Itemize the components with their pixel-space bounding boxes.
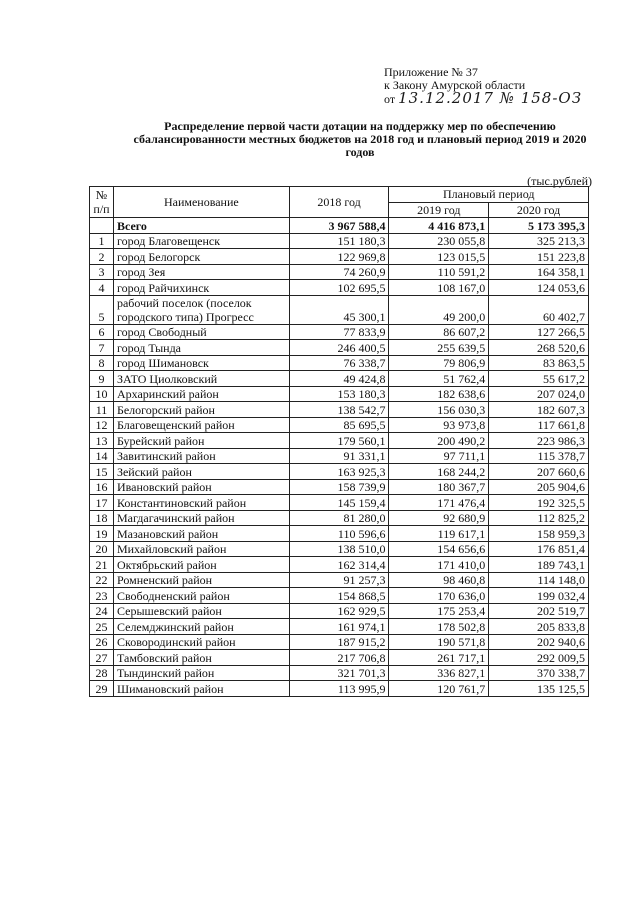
row-name: Бурейский район <box>113 433 289 449</box>
row-name: город Зея <box>113 264 289 280</box>
row-2019: 168 244,2 <box>389 464 489 480</box>
appendix-line-1: Приложение № 37 <box>384 65 478 79</box>
row-2018: 74 260,9 <box>289 264 389 280</box>
row-2020: 158 959,3 <box>489 526 589 542</box>
row-2019: 123 015,5 <box>389 249 489 265</box>
total-num <box>90 218 114 234</box>
table-row <box>90 619 589 635</box>
appendix-date-prefix: от <box>384 92 396 106</box>
row-2019: 108 167,0 <box>389 280 489 296</box>
row-2018: 246 400,5 <box>289 340 389 356</box>
row-2020: 164 358,1 <box>489 264 589 280</box>
row-2020: 60 402,7 <box>489 295 589 324</box>
row-number: 26 <box>90 634 114 650</box>
table-row <box>90 402 589 418</box>
table-row <box>90 355 589 371</box>
header-2018: 2018 год <box>289 187 389 218</box>
appendix-line-3 <box>384 89 583 107</box>
row-2018: 76 338,7 <box>289 355 389 371</box>
row-2018: 161 974,1 <box>289 619 389 635</box>
table-row <box>90 510 589 526</box>
row-number: 19 <box>90 526 114 542</box>
row-number: 12 <box>90 417 114 433</box>
row-2020: 207 024,0 <box>489 386 589 402</box>
header-2020: 2020 год <box>489 202 589 218</box>
row-2020: 176 851,4 <box>489 541 589 557</box>
handwritten-date-number: 13.12.2017 № 158-ОЗ <box>398 89 583 107</box>
row-2018: 145 159,4 <box>289 495 389 511</box>
row-name <box>113 295 289 324</box>
row-2019: 170 636,0 <box>389 588 489 604</box>
row-number: 9 <box>90 371 114 387</box>
table-row <box>90 371 589 387</box>
row-name: Благовещенский район <box>113 417 289 433</box>
row-name: Завитинский район <box>113 448 289 464</box>
row-2019: 156 030,3 <box>389 402 489 418</box>
row-name: Ромненский район <box>113 572 289 588</box>
row-name: город Райчихинск <box>113 280 289 296</box>
row-2020: 199 032,4 <box>489 588 589 604</box>
row-number: 24 <box>90 603 114 619</box>
header-plan-period: Плановый период <box>389 187 589 203</box>
row-2020: 117 661,8 <box>489 417 589 433</box>
row-name: Зейский район <box>113 464 289 480</box>
row-number: 13 <box>90 433 114 449</box>
table-row <box>90 433 589 449</box>
row-2019: 182 638,6 <box>389 386 489 402</box>
row-2020: 55 617,2 <box>489 371 589 387</box>
row-2020: 189 743,1 <box>489 557 589 573</box>
table-row <box>90 340 589 356</box>
row-2019: 171 476,4 <box>389 495 489 511</box>
row-number: 7 <box>90 340 114 356</box>
row-name: Серышевский район <box>113 603 289 619</box>
row-2018: 81 280,0 <box>289 510 389 526</box>
row-2018: 179 560,1 <box>289 433 389 449</box>
row-name: Тамбовский район <box>113 650 289 666</box>
row-2020: 202 940,6 <box>489 634 589 650</box>
row-number: 27 <box>90 650 114 666</box>
row-2019: 154 656,6 <box>389 541 489 557</box>
row-number: 2 <box>90 249 114 265</box>
row-number: 15 <box>90 464 114 480</box>
total-2018: 3 967 588,4 <box>289 218 389 234</box>
row-2018: 85 695,5 <box>289 417 389 433</box>
row-2020: 223 986,3 <box>489 433 589 449</box>
row-2018: 163 925,3 <box>289 464 389 480</box>
row-2019: 92 680,9 <box>389 510 489 526</box>
row-name-line-2: городского типа) Прогресс <box>116 309 254 324</box>
row-2020: 370 338,7 <box>489 665 589 681</box>
row-2020: 182 607,3 <box>489 402 589 418</box>
row-2020: 112 825,2 <box>489 510 589 526</box>
row-2018: 154 868,5 <box>289 588 389 604</box>
row-2019: 230 055,8 <box>389 233 489 249</box>
row-2019: 180 367,7 <box>389 479 489 495</box>
row-name: Архаринский район <box>113 386 289 402</box>
row-2018: 217 706,8 <box>289 650 389 666</box>
row-number: 21 <box>90 557 114 573</box>
row-2019: 93 973,8 <box>389 417 489 433</box>
row-2018: 49 424,8 <box>289 371 389 387</box>
row-2020: 268 520,6 <box>489 340 589 356</box>
total-label: Всего <box>113 218 289 234</box>
row-2018: 113 995,9 <box>289 681 389 697</box>
table-row <box>90 324 589 340</box>
row-2019: 175 253,4 <box>389 603 489 619</box>
table-row <box>90 233 589 249</box>
row-2018: 45 300,1 <box>289 295 389 324</box>
table-row <box>90 295 589 324</box>
row-2018: 138 510,0 <box>289 541 389 557</box>
row-2018: 138 542,7 <box>289 402 389 418</box>
row-number: 10 <box>90 386 114 402</box>
appendix-block <box>384 66 582 106</box>
row-name: Мазановский район <box>113 526 289 542</box>
row-2018: 91 257,3 <box>289 572 389 588</box>
table-row <box>90 495 589 511</box>
subsidy-table <box>89 186 589 697</box>
total-row <box>90 218 589 234</box>
row-name: город Благовещенск <box>113 233 289 249</box>
table-row <box>90 448 589 464</box>
row-number: 11 <box>90 402 114 418</box>
row-2018: 187 915,2 <box>289 634 389 650</box>
row-number: 18 <box>90 510 114 526</box>
row-2019: 200 490,2 <box>389 433 489 449</box>
row-name: Сковородинский район <box>113 634 289 650</box>
row-number: 14 <box>90 448 114 464</box>
row-2019: 261 717,1 <box>389 650 489 666</box>
row-2020: 202 519,7 <box>489 603 589 619</box>
row-name: Шимановский район <box>113 681 289 697</box>
row-2019: 98 460,8 <box>389 572 489 588</box>
row-2020: 135 125,5 <box>489 681 589 697</box>
row-number: 29 <box>90 681 114 697</box>
table-row <box>90 249 589 265</box>
table-row <box>90 588 589 604</box>
row-2020: 127 266,5 <box>489 324 589 340</box>
row-name: Белогорский район <box>113 402 289 418</box>
header-name: Наименование <box>113 187 289 218</box>
total-2019: 4 416 873,1 <box>389 218 489 234</box>
row-2019: 255 639,5 <box>389 340 489 356</box>
table-row <box>90 464 589 480</box>
row-2018: 158 739,9 <box>289 479 389 495</box>
row-number: 25 <box>90 619 114 635</box>
header-2019: 2019 год <box>389 202 489 218</box>
row-number: 5 <box>90 295 114 324</box>
row-2019: 97 711,1 <box>389 448 489 464</box>
row-2020: 115 378,7 <box>489 448 589 464</box>
table-row <box>90 386 589 402</box>
row-2019: 110 591,2 <box>389 264 489 280</box>
row-number: 23 <box>90 588 114 604</box>
header-num: № п/п <box>90 187 114 218</box>
table-row <box>90 417 589 433</box>
row-number: 17 <box>90 495 114 511</box>
row-2018: 91 331,1 <box>289 448 389 464</box>
row-number: 16 <box>90 479 114 495</box>
row-2018: 102 695,5 <box>289 280 389 296</box>
appendix-line-2: к Закону Амурской области <box>384 78 526 92</box>
row-2020: 83 863,5 <box>489 355 589 371</box>
row-name: город Свободный <box>113 324 289 340</box>
table-row <box>90 526 589 542</box>
row-number: 22 <box>90 572 114 588</box>
row-number: 20 <box>90 541 114 557</box>
row-number: 28 <box>90 665 114 681</box>
row-number: 6 <box>90 324 114 340</box>
units-label: (тыс.рублей) <box>527 174 592 188</box>
row-2020: 192 325,5 <box>489 495 589 511</box>
row-2020: 205 833,8 <box>489 619 589 635</box>
table-row <box>90 572 589 588</box>
row-2019: 336 827,1 <box>389 665 489 681</box>
row-2019: 178 502,8 <box>389 619 489 635</box>
row-name: город Тында <box>113 340 289 356</box>
row-name: Ивановский район <box>113 479 289 495</box>
row-name: Тындинский район <box>113 665 289 681</box>
row-2020: 124 053,6 <box>489 280 589 296</box>
row-name-line-1: рабочий поселок (поселок <box>116 295 252 310</box>
row-name: Михайловский район <box>113 541 289 557</box>
document-title: Распределение первой части дотации на поддержку мер по обеспечению сбалансированности местных бюджетов на 2018 год и плановый период 2019 и 2020 годов <box>133 119 587 159</box>
row-name: город Белогорск <box>113 249 289 265</box>
row-2020: 325 213,3 <box>489 233 589 249</box>
row-2020: 205 904,6 <box>489 479 589 495</box>
row-2019: 51 762,4 <box>389 371 489 387</box>
row-number: 4 <box>90 280 114 296</box>
row-2020: 114 148,0 <box>489 572 589 588</box>
row-number: 3 <box>90 264 114 280</box>
table-row <box>90 280 589 296</box>
row-2018: 122 969,8 <box>289 249 389 265</box>
table-row <box>90 541 589 557</box>
row-2018: 110 596,6 <box>289 526 389 542</box>
row-2019: 120 761,7 <box>389 681 489 697</box>
row-number: 1 <box>90 233 114 249</box>
table-row <box>90 603 589 619</box>
row-2019: 79 806,9 <box>389 355 489 371</box>
row-name: ЗАТО Циолковский <box>113 371 289 387</box>
row-name: город Шимановск <box>113 355 289 371</box>
row-2019: 190 571,8 <box>389 634 489 650</box>
row-2018: 162 314,4 <box>289 557 389 573</box>
row-2019: 119 617,1 <box>389 526 489 542</box>
row-2019: 49 200,0 <box>389 295 489 324</box>
table-row <box>90 264 589 280</box>
row-2018: 153 180,3 <box>289 386 389 402</box>
row-2020: 292 009,5 <box>489 650 589 666</box>
table-row <box>90 681 589 697</box>
row-name: Константиновский район <box>113 495 289 511</box>
row-2018: 162 929,5 <box>289 603 389 619</box>
total-2020: 5 173 395,3 <box>489 218 589 234</box>
row-name: Селемджинский район <box>113 619 289 635</box>
row-2018: 77 833,9 <box>289 324 389 340</box>
row-2020: 151 223,8 <box>489 249 589 265</box>
row-2020: 207 660,6 <box>489 464 589 480</box>
row-name: Октябрьский район <box>113 557 289 573</box>
table-row <box>90 634 589 650</box>
row-2019: 86 607,2 <box>389 324 489 340</box>
row-number: 8 <box>90 355 114 371</box>
row-2018: 151 180,3 <box>289 233 389 249</box>
row-name: Магдагачинский район <box>113 510 289 526</box>
row-2019: 171 410,0 <box>389 557 489 573</box>
row-2018: 321 701,3 <box>289 665 389 681</box>
table-row <box>90 557 589 573</box>
table-row <box>90 650 589 666</box>
row-name: Свободненский район <box>113 588 289 604</box>
table-row <box>90 665 589 681</box>
table-row <box>90 479 589 495</box>
